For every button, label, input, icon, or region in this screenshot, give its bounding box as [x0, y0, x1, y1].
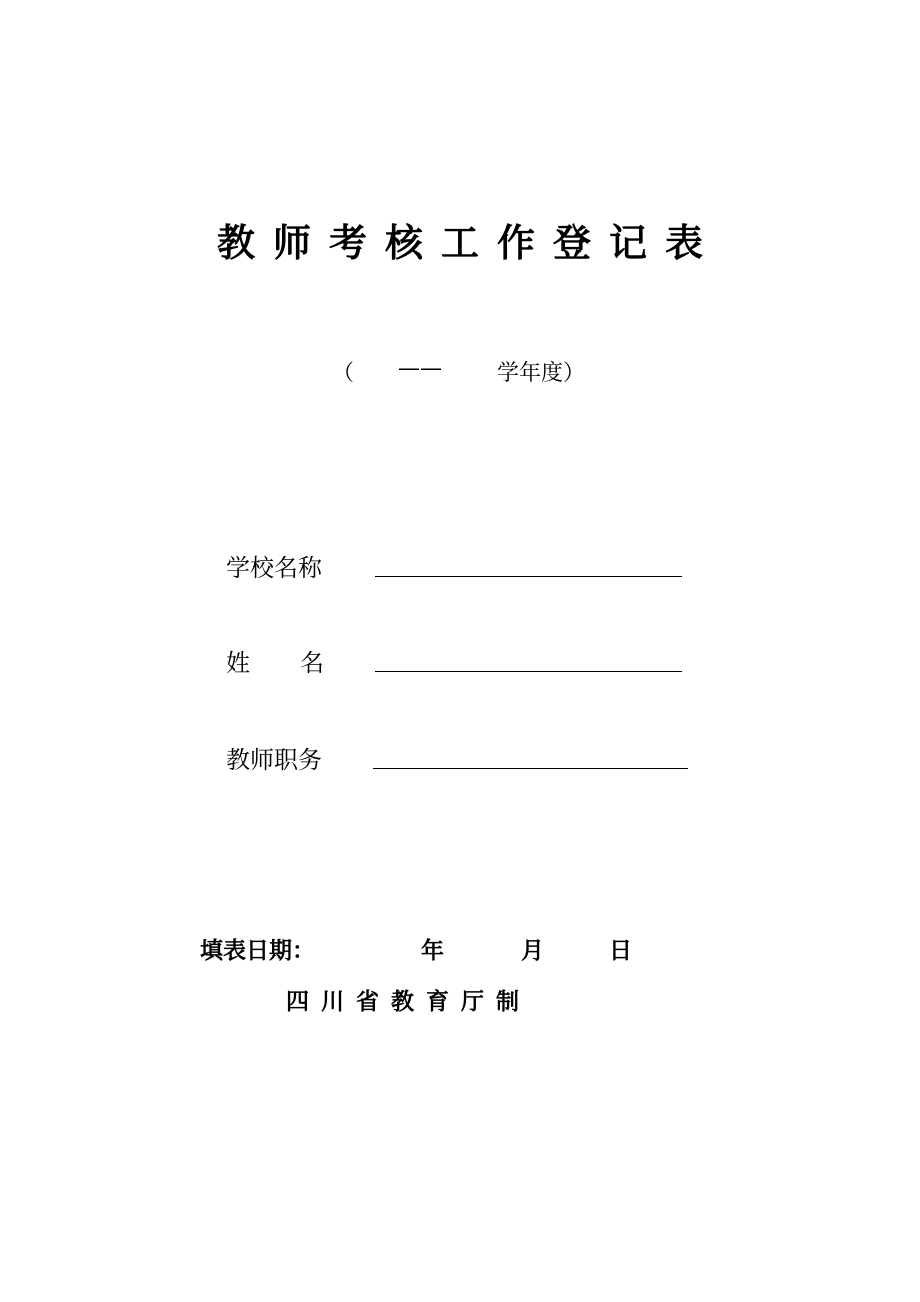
school-year-open-paren: （: [332, 361, 355, 386]
name-label-part2: 名: [300, 649, 324, 677]
issuer-text: 四川省教育厅制: [286, 989, 531, 1015]
name-label: [226, 643, 324, 678]
fill-date-month-label: 月: [521, 938, 544, 964]
school-year-label: 学年度）: [497, 361, 586, 386]
school-name-field[interactable]: [375, 576, 682, 577]
position-field[interactable]: [373, 768, 688, 769]
name-field[interactable]: [375, 671, 682, 672]
fill-date-year-label: 年: [421, 938, 444, 964]
fill-date-label: 填表日期：: [200, 938, 315, 964]
fill-date-day-label: 日: [609, 938, 632, 964]
school-name-label: 学校名称: [226, 554, 322, 582]
position-label: 教师职务: [226, 746, 322, 774]
school-year-dash: ——: [398, 356, 442, 381]
name-label-part1: 姓: [226, 649, 250, 677]
page-title: 教师考核工作登记表: [216, 221, 721, 265]
